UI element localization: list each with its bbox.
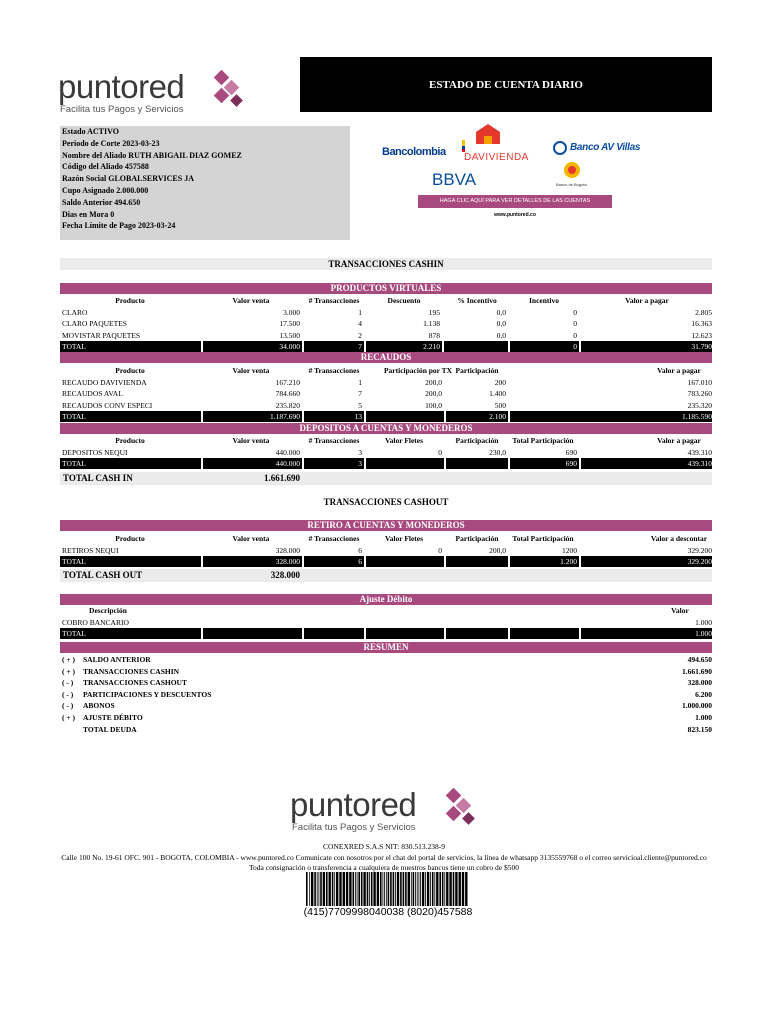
table-row <box>60 447 712 458</box>
total-cashin-bar <box>60 472 712 485</box>
resumen-value: 1.000.000 <box>682 701 712 711</box>
column-header: Valor a descontar <box>650 534 708 543</box>
table-cell: RECAUDOS CONV ESPECI <box>62 400 153 410</box>
table-cell: 0 <box>438 447 442 457</box>
table-total-row <box>60 556 712 567</box>
column-header: Valor a pagar <box>657 366 701 375</box>
footer-note: Toda consignación o transferencia a cualquiera de nuestros bancos tiene un cobro de $500 <box>249 863 519 872</box>
table-cell: 439.310 <box>687 459 712 469</box>
table-cell: 3 <box>358 459 362 469</box>
resumen-label: PARTICIPACIONES Y DESCUENTOS <box>83 689 212 699</box>
bancolombia-logo: Bancolombia <box>382 146 446 158</box>
column-header: Valor a pagar <box>625 296 669 305</box>
column-header: # Transacciones <box>308 436 360 445</box>
resumen-label: TOTAL DEUDA <box>83 724 137 734</box>
depositos-section-header: DEPOSITOS A CUENTAS Y MONEDEROS <box>60 423 712 434</box>
resumen-value: 1.661.690 <box>682 666 712 676</box>
table-cell: 1.000 <box>695 617 712 627</box>
resumen-label: AJUSTE DÉBITO <box>83 713 143 722</box>
table-cell: COBRO BANCARIO <box>62 617 129 627</box>
table-cell: 2.805 <box>695 307 712 317</box>
table-cell: CLARO PAQUETES <box>62 319 127 329</box>
resumen-value: 494.650 <box>687 655 712 664</box>
avvillas-logo: Banco AV Villas <box>570 142 641 153</box>
info-line: Código del Aliado 457588 <box>62 162 149 172</box>
info-line: Saldo Anterior 494.650 <box>62 197 141 207</box>
column-header: Producto <box>115 296 145 305</box>
column-header: % Incentivo <box>457 296 497 305</box>
cashout-title: TRANSACCIONES CASHOUT <box>60 496 712 508</box>
virtuales-section-header: PRODUCTOS VIRTUALES <box>60 283 712 294</box>
table-cell: 13.500 <box>279 330 300 340</box>
footer-company: CONEXRED S.A.S NIT: 830.513.238-9 <box>323 842 445 851</box>
column-header: # Transacciones <box>308 296 360 305</box>
column-header: Participación <box>455 534 499 543</box>
table-cell: 230,0 <box>489 447 506 457</box>
column-header: Valor Fletes <box>384 534 424 543</box>
resumen-sign: ( + ) <box>62 713 76 722</box>
table-row <box>60 377 712 388</box>
accounts-cta[interactable]: HAGA CLIC AQUÍ PARA VER DETALLES DE LAS CUENTAS <box>439 198 591 204</box>
total-cell-bg <box>510 628 579 639</box>
column-header: Valor venta <box>232 366 270 375</box>
table-cell: 0 <box>573 330 577 340</box>
table-cell: 690 <box>565 447 577 457</box>
bogota-logo: Banco de Bogotá <box>556 182 587 187</box>
info-line: Fecha Límite de Pago 2023-03-24 <box>62 221 176 231</box>
resumen-row <box>60 666 712 677</box>
retiro-section-header: RETIRO A CUENTAS Y MONEDEROS <box>60 520 712 531</box>
column-header: Incentivo <box>529 296 559 305</box>
resumen-row <box>60 689 712 700</box>
table-cell: 31.790 <box>691 342 712 352</box>
resumen-label: SALDO ANTERIOR <box>83 655 151 664</box>
resumen-label: ABONOS <box>83 701 115 711</box>
column-header: # Transacciones <box>308 534 360 543</box>
table-cell: 0,0 <box>496 330 506 340</box>
table-header-row <box>60 295 712 306</box>
table-cell: 690 <box>565 459 577 469</box>
table-row <box>60 318 712 329</box>
table-cell: 16.363 <box>691 319 712 329</box>
table-cell: 6 <box>358 545 362 555</box>
footer-diamond-logo-icon <box>440 788 480 828</box>
table-cell: 439.310 <box>687 447 712 457</box>
table-total-row <box>60 458 712 469</box>
table-total-row <box>60 628 712 639</box>
total-cell-bg <box>304 628 364 639</box>
resumen-row <box>60 724 712 735</box>
resumen-value: 823.150 <box>687 724 712 734</box>
table-cell: MOVISTAR PAQUETES <box>62 330 141 340</box>
total-cashin-label: TOTAL CASH IN <box>63 473 133 483</box>
column-header: Descuento <box>387 296 421 305</box>
resumen-sign: ( - ) <box>62 701 74 711</box>
total-cashout-bar <box>60 569 712 582</box>
account-info-box <box>60 126 350 240</box>
table-cell: 200,0 <box>425 377 442 387</box>
total-cell-bg <box>203 628 302 639</box>
resumen-label: TRANSACCIONES CASHOUT <box>83 678 187 688</box>
table-row <box>60 545 712 556</box>
info-line: Periodo de Corte 2023-03-23 <box>62 138 160 148</box>
table-cell: 328.000 <box>275 557 300 567</box>
table-cell: RETIROS NEQUI <box>62 545 119 555</box>
barcode-text: (415)7709998040038 (8020)457588 <box>303 906 473 918</box>
table-cell: 440.000 <box>275 447 300 457</box>
table-cell: 0 <box>573 342 577 352</box>
column-header: Participación <box>455 436 499 445</box>
column-header: Producto <box>115 534 145 543</box>
table-cell: 0 <box>438 545 442 555</box>
table-row <box>60 330 712 341</box>
table-cell: 1.187.690 <box>270 412 300 422</box>
table-cell: 3 <box>358 447 362 457</box>
resumen-row <box>60 677 712 688</box>
table-cell: 1200 <box>562 545 577 555</box>
table-cell: 1.000 <box>695 629 712 639</box>
column-header: # Transacciones <box>308 366 360 375</box>
footer-logo-word: puntored <box>290 786 417 823</box>
logo-word: puntored <box>58 68 185 105</box>
resumen-row <box>60 654 712 665</box>
table-cell: 2.210 <box>423 342 440 352</box>
table-cell: 13 <box>354 412 362 422</box>
total-cashout-label: TOTAL CASH OUT <box>63 570 143 580</box>
table-cell: 784.660 <box>275 389 300 399</box>
footer-logo <box>290 786 480 836</box>
info-line: Dias en Mora 0 <box>62 209 115 219</box>
banner-url[interactable]: www.puntored.co <box>494 212 536 218</box>
table-cell: 235.820 <box>275 400 300 410</box>
table-header-row <box>60 605 712 616</box>
resumen-section-header: RESUMEN <box>60 642 712 653</box>
table-header-row <box>60 533 712 544</box>
resumen-sign: ( - ) <box>62 678 74 688</box>
table-cell: 328.000 <box>275 545 300 555</box>
table-cell: 329.200 <box>687 557 712 567</box>
table-cell: 1 <box>358 377 362 387</box>
table-cell: 12.623 <box>691 330 712 340</box>
table-cell: 440.000 <box>275 459 300 469</box>
footer-address: Calle 100 No. 19-61 OFC. 901 - BOGOTA, COLOMBIA - www.puntored.co Comunicate con nosotros por el chat del portal de servicios, la línea de whatsapp 3135559768 o el correo servicioal.cliente@puntored.co <box>61 853 707 862</box>
table-cell: 7 <box>358 389 362 399</box>
table-cell: 1.138 <box>423 319 440 329</box>
table-row <box>60 307 712 318</box>
table-cell: 235.320 <box>687 400 712 410</box>
table-cell: RECAUDO DAVIVIENDA <box>62 377 147 387</box>
resumen-value: 328.000 <box>687 678 712 688</box>
total-cell-bg <box>366 458 444 469</box>
resumen-value: 1.000 <box>695 713 712 722</box>
barcode <box>306 872 470 906</box>
logo-tagline: Facilita tus Pagos y Servicios <box>60 104 184 115</box>
column-header: Participación por TX <box>383 366 453 375</box>
column-header: Producto <box>115 436 145 445</box>
column-header: Participación <box>455 366 499 375</box>
table-cell: 500 <box>494 400 506 410</box>
resumen-sign: ( + ) <box>62 666 76 676</box>
table-cell: 0,0 <box>496 307 506 317</box>
table-cell: 878 <box>428 330 440 340</box>
info-line: Nombre del Aliado RUTH ABIGAIL DIAZ GOMEZ <box>62 150 242 160</box>
table-cell: 200,0 <box>425 389 442 399</box>
footer-logo-tagline: Facilita tus Pagos y Servicios <box>292 822 416 833</box>
total-cashin-value: 1.661.690 <box>264 473 300 483</box>
resumen-sign: ( - ) <box>62 689 74 699</box>
table-header-row <box>60 435 712 446</box>
column-header: Total Participación <box>512 436 574 445</box>
column-header: Total Participación <box>512 534 574 543</box>
total-cashout-value: 328.000 <box>270 570 300 580</box>
resumen-value: 6.200 <box>695 689 712 699</box>
recaudos-section-header: RECAUDOS <box>60 352 712 363</box>
table-cell: 1.200 <box>560 557 577 567</box>
table-cell: 195 <box>428 307 440 317</box>
resumen-row <box>60 700 712 711</box>
table-cell: 2.100 <box>489 412 506 422</box>
table-cell: 1.185.590 <box>682 412 712 422</box>
table-cell: CLARO <box>62 307 88 317</box>
table-cell: TOTAL <box>62 629 86 639</box>
info-line: Razón Social GLOBALSERVICES JA <box>62 174 194 184</box>
table-cell: 2 <box>358 330 362 340</box>
column-header: Valor venta <box>232 296 270 305</box>
column-header: Valor Fletes <box>384 436 424 445</box>
column-header: Valor a pagar <box>657 436 701 445</box>
resumen-sign: ( + ) <box>62 655 76 664</box>
table-cell: 0 <box>573 307 577 317</box>
table-cell: 17.500 <box>279 319 300 329</box>
table-cell: TOTAL <box>62 459 86 469</box>
column-header: Descripción <box>89 606 127 615</box>
table-header-row <box>60 365 712 376</box>
table-cell: 0,0 <box>496 319 506 329</box>
column-header: Valor venta <box>232 534 270 543</box>
table-cell: 200 <box>494 377 506 387</box>
column-header: Valor venta <box>232 436 270 445</box>
document-title: ESTADO DE CUENTA DIARIO <box>300 57 712 112</box>
table-cell: 329.200 <box>687 545 712 555</box>
banks-graphic <box>378 124 648 222</box>
bbva-logo: BBVA <box>432 170 477 189</box>
table-row <box>60 400 712 411</box>
table-cell: RECAUDOS AVAL <box>62 389 123 399</box>
table-cell: 34.000 <box>279 342 300 352</box>
info-line: Estado ACTIVO <box>62 127 119 136</box>
table-cell: 100,0 <box>425 400 442 410</box>
table-cell: 167.010 <box>687 377 712 387</box>
table-cell: 1 <box>358 307 362 317</box>
table-total-row <box>60 341 712 352</box>
table-cell: 3.000 <box>283 307 300 317</box>
total-cell-bg <box>446 628 508 639</box>
davivienda-logo: DAVIVIENDA <box>464 152 529 163</box>
info-line: Cupo Asignado 2.000.000 <box>62 185 149 195</box>
table-row <box>60 388 712 399</box>
table-total-row <box>60 411 712 422</box>
ajuste-section-header: Ajuste Débito <box>60 594 712 605</box>
puntored-logo <box>58 68 248 118</box>
table-cell: 200,0 <box>489 545 506 555</box>
table-cell: DEPOSITOS NEQUI <box>62 447 128 457</box>
column-header: Valor <box>671 606 689 615</box>
table-cell: 4 <box>358 319 362 329</box>
table-cell: TOTAL <box>62 342 86 352</box>
table-cell: 167.210 <box>275 377 300 387</box>
table-cell: 6 <box>358 557 362 567</box>
table-cell: 0 <box>573 319 577 329</box>
table-cell: TOTAL <box>62 557 86 567</box>
cashin-title: TRANSACCIONES CASHIN <box>60 258 712 270</box>
banks-banner[interactable] <box>378 124 648 222</box>
diamond-logo-icon <box>208 70 248 110</box>
table-cell: 7 <box>358 342 362 352</box>
total-cell-bg <box>366 556 444 567</box>
table-row <box>60 617 712 628</box>
total-cell-bg <box>366 628 444 639</box>
resumen-label: TRANSACCIONES CASHIN <box>83 666 180 676</box>
table-cell: TOTAL <box>62 412 86 422</box>
resumen-row <box>60 712 712 723</box>
table-cell: 783.260 <box>687 389 712 399</box>
table-cell: 5 <box>358 400 362 410</box>
table-cell: 1.400 <box>489 389 506 399</box>
column-header: Producto <box>115 366 145 375</box>
